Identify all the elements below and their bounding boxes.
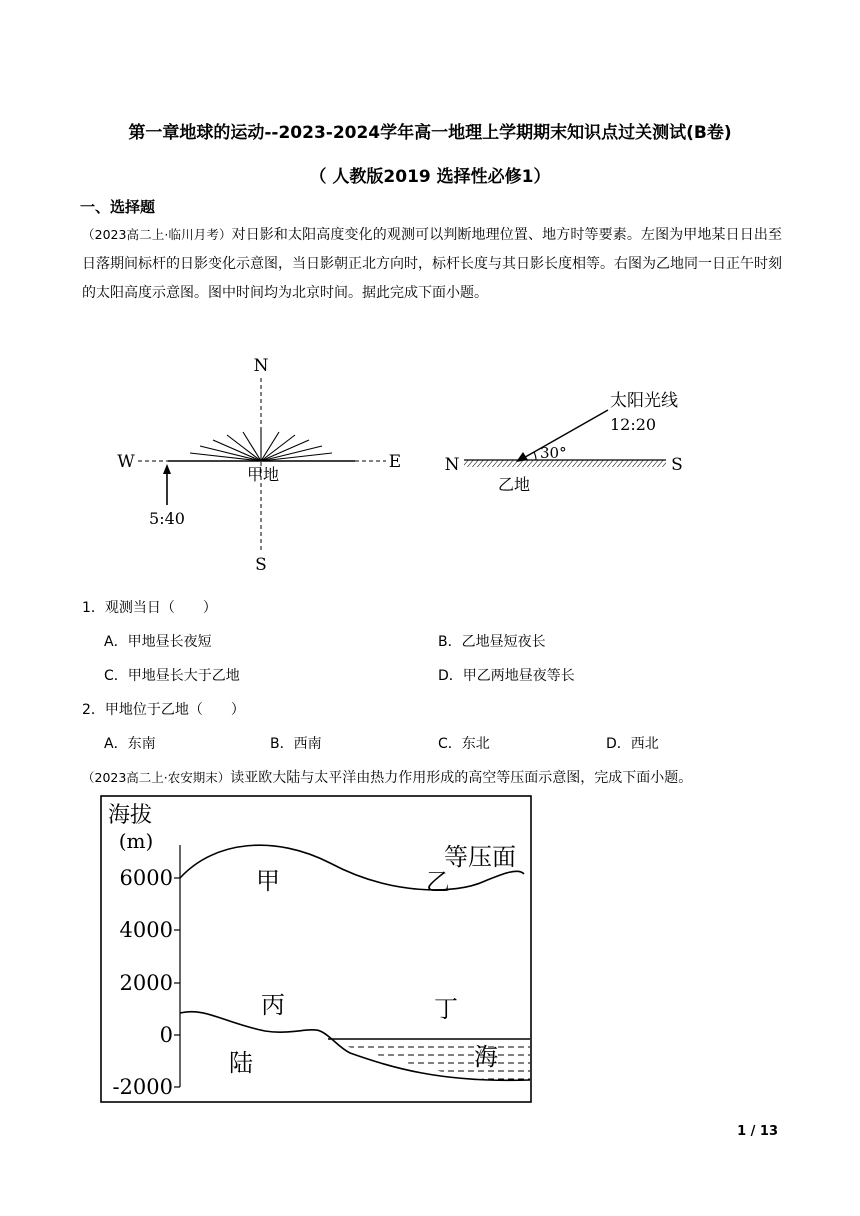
land-label: 陆 <box>229 1049 253 1077</box>
passage-1-text: 对日影和太阳高度变化的观测可以判断地理位置、地方时等要素。左图为甲地某日日出至日落期间标杆的日影变化示意图，当日影朝正北方向时，标杆长度与其日影长度相等。右图为乙地同一日正午时刻的太阳高度示意图。图中时间均为北京时间。据此完成下面小题。 <box>82 227 782 301</box>
isobaric-surface-diagram <box>100 795 534 1105</box>
north-label-right: N <box>444 455 460 475</box>
place-yi-label: 乙地 <box>497 475 531 494</box>
passage-2-source: （2023高二上·农安期末） <box>82 770 231 785</box>
angle-label: 30° <box>540 444 567 462</box>
east-label: E <box>388 452 402 472</box>
west-label: W <box>117 452 135 472</box>
point-yi-label: 乙 <box>426 868 450 896</box>
point-jia-label: 甲 <box>256 867 280 895</box>
page-number: 1 / 13 <box>737 1124 778 1139</box>
solar-altitude-diagram <box>440 380 700 500</box>
point-ding-label: 丁 <box>434 995 458 1023</box>
question-1-option-d: D．甲乙两地昼夜等长 <box>438 668 575 684</box>
sunrise-arrow-head <box>163 464 171 474</box>
sea-label: 海 <box>474 1043 498 1071</box>
document-title-line1: 第一章地球的运动--2023-2024学年高一地理上学期期末知识点过关测试(B卷) <box>128 123 732 143</box>
diagram-frame <box>101 796 531 1102</box>
question-1-stem: 1．观测当日（ ） <box>82 600 217 616</box>
document-title-line2: （ 人教版2019 选择性必修1） <box>309 167 551 187</box>
north-label: N <box>253 356 269 376</box>
question-1-option-c: C．甲地昼长大于乙地 <box>104 668 240 684</box>
question-2-option-b: B．西南 <box>270 736 322 752</box>
noon-time-label: 12:20 <box>610 415 657 434</box>
place-jia-label: 甲地 <box>246 465 280 484</box>
question-2-option-d: D．西北 <box>606 736 659 752</box>
passage-2 <box>82 763 802 793</box>
point-bing-label: 丙 <box>261 991 285 1019</box>
section-heading: 一、选择题 <box>80 198 156 216</box>
passage-1 <box>82 220 782 308</box>
question-2-stem: 2．甲地位于乙地（ ） <box>82 702 245 718</box>
tick-label-2000: 2000 <box>119 971 173 995</box>
axis-ticks <box>174 878 180 1087</box>
tick-label-4000: 4000 <box>119 918 173 942</box>
shadow-diagram <box>110 350 410 580</box>
south-label: S <box>255 555 267 575</box>
question-1-option-b: B．乙地昼短夜长 <box>438 634 546 650</box>
passage-1-source: （2023高二上·临川月考） <box>82 227 232 242</box>
angle-arc <box>534 452 536 460</box>
axis-title-altitude: 海拔 <box>107 803 153 828</box>
tick-label-6000: 6000 <box>119 866 173 890</box>
sunrise-time-label: 5:40 <box>149 509 185 528</box>
sun-ray-label: 太阳光线 <box>610 391 678 411</box>
question-2-option-a: A．东南 <box>104 736 156 752</box>
tick-label-0: 0 <box>159 1023 173 1047</box>
question-2-option-c: C．东北 <box>438 736 490 752</box>
shadow-fan <box>190 428 332 461</box>
question-1-option-a: A．甲地昼长夜短 <box>104 634 212 650</box>
isobar-label: 等压面 <box>444 843 516 871</box>
passage-2-text: 读亚欧大陆与太平洋由热力作用形成的高空等压面示意图，完成下面小题。 <box>230 770 693 786</box>
tick-label-minus-2000: -2000 <box>112 1075 173 1099</box>
axis-unit: (m) <box>118 829 154 853</box>
south-label-right: S <box>671 455 683 475</box>
